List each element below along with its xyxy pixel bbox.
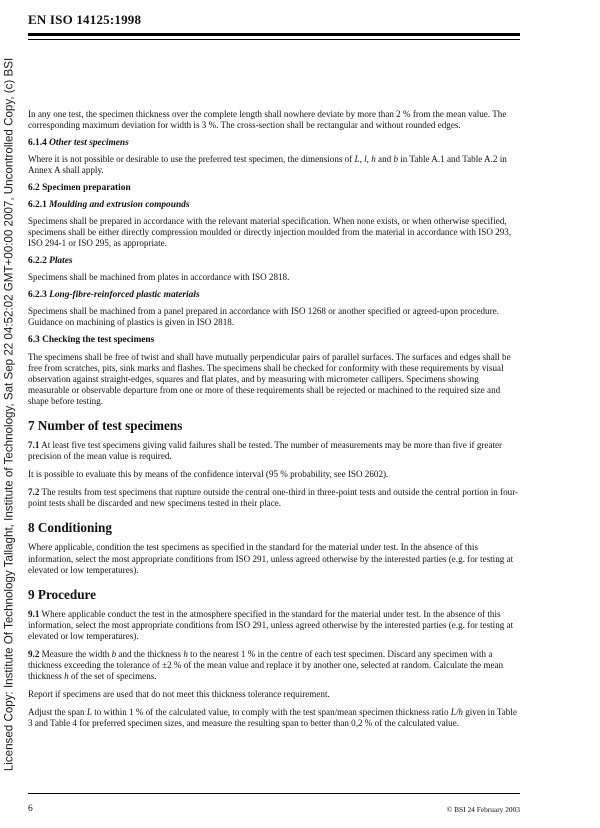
page-number: 6 [28, 804, 33, 814]
heading-6-3: 6.3 Checking the test specimens [28, 335, 155, 346]
text-run: and the thickness [116, 649, 184, 659]
symbol-h: h [64, 671, 69, 682]
text-run: Where applicable conduct the test in the atmosphere specified in the standard for the material under test. In the absence of this information, select the most appropriate conditions from ISO 291, unless agreed otherwise by the interested parties (e.g. for testing at elevated or low temperatures). [28, 608, 514, 641]
heading-6-2-1 [28, 200, 520, 211]
text-run: The results from test specimens that rupture outside the central one-third in three-point tests and outside the central portion in four-point tests shall be discarded and new specimens tested in their place. [28, 487, 519, 509]
section-title: Long-fibre-reinforced plastic materials [49, 290, 200, 301]
symbol-b: b [111, 649, 117, 659]
text-run: in Table A.1 and Table A.2 in Annex A shall apply. [28, 154, 507, 176]
heading-6-2-2 [28, 256, 520, 267]
footer-rule [28, 793, 520, 794]
copyright-notice: © BSI 24 February 2003 [446, 805, 520, 814]
section-number: 6.1.4 [28, 138, 47, 149]
section-number: 6.2.1 [28, 199, 47, 210]
clause-number: 7.1 [28, 439, 40, 450]
section-title: Moulding and extrusion compounds [49, 199, 190, 210]
paragraph-plates: Specimens shall be machined from plates in accordance with ISO 2818. [28, 272, 290, 283]
symbol-L: L [86, 707, 92, 718]
text-run: to the nearest 1 % in the centre of each test specimen. Discard any specimen with a thickness exceeding the tolerance of ±2 % of the mean value and replace it by another one, selected at random. Calculate the mean thickness [28, 649, 504, 682]
clause-number: 9.1 [28, 608, 40, 619]
heading-7: 7 Number of test specimens [28, 417, 183, 433]
page-body [28, 109, 520, 737]
paragraph-other-specimens [28, 154, 520, 176]
text-run: Where it is not possible or desirable to use the preferred test specimen, the dimensions of [28, 154, 355, 165]
text-run: At least five test specimens giving valid failures shall be tested. The number of measurements may be more than five if greater precision of the mean value is required. [28, 439, 503, 462]
clause-number: 9.2 [28, 649, 40, 659]
paragraph-confidence: It is possible to evaluate this by means of the confidence interval (95 % probability, see ISO 2602). [28, 469, 389, 480]
paragraph-adjust-span [28, 707, 520, 729]
document-id: EN ISO 14125:1998 [28, 12, 142, 27]
paragraph-7-2 [28, 487, 520, 509]
section-number: 6.2.3 [28, 290, 47, 301]
text-run: given in Table 3 and Table 4 for preferred specimen sizes, and measure the resulting span to better than 0,2 % of the calculated value. [28, 707, 517, 729]
text-run: of the set of specimens. [68, 671, 157, 682]
symbol-L: L [354, 154, 360, 165]
paragraph-report: Report if specimens are used that do not meet this thickness tolerance requirement. [28, 689, 330, 700]
license-watermark: Licensed Copy: Institute Of Technology Tallaght, Institute of Technology, Sat Sep 22 04:52:02 GMT+00:00 2007, Uncontrolled Copy, (c) BSI [2, 57, 16, 772]
symbol-l: l [364, 154, 367, 165]
symbol-b: b [393, 154, 398, 165]
symbol-h: h [371, 154, 376, 165]
text-run: , [366, 154, 372, 165]
paragraph-moulding: Specimens shall be prepared in accordance with the relevant material specification. When none exists, or when otherwise specified, specimens shall be either directly compression moulded or directly injection moulded from the material in accordance with ISO 293, ISO 294-1 or ISO 295, as appropriate. [28, 215, 512, 248]
symbol-h: h [183, 649, 188, 659]
paragraph-7-1 [28, 440, 520, 462]
text-run: , [359, 154, 365, 165]
section-number: 6.2.2 [28, 255, 47, 266]
text-run: and [375, 154, 394, 165]
paragraph-checking: The specimens shall be free of twist and shall have mutually perpendicular pairs of parallel surfaces. The surfaces and edges shall be free from scratches, pits, sink marks and flashes. The specimens shall be checked for conformity with these requirements by visual observation against straight-edges, squares and flat plates, and by measuring with micrometer callipers. Specimens showing measurable or observable departure from one or more of these requirements shall be rejected or machined to the required size and shape before testing. [28, 351, 511, 406]
text-run: to within 1 % of the calculated value, to comply with the test span/mean specimen thickness ratio [91, 707, 451, 718]
section-title: Other test specimens [49, 138, 129, 149]
paragraph-9-2 [28, 649, 520, 682]
header-rule-thin [28, 39, 520, 40]
clause-number: 7.2 [28, 487, 40, 498]
symbol-L-over-h: L/h [450, 707, 463, 718]
paragraph-long-fibre: Specimens shall be machined from a panel prepared in accordance with ISO 1268 or another specified or agreed-upon procedure. Guidance on machining of plastics is given in ISO 2818. [28, 306, 499, 328]
heading-6-1-4 [28, 138, 520, 149]
header-rule [28, 33, 520, 36]
heading-6-2: 6.2 Specimen preparation [28, 183, 131, 194]
section-title: Plates [49, 255, 73, 266]
paragraph-9-1 [28, 609, 520, 642]
heading-9: 9 Procedure [28, 586, 96, 602]
heading-8: 8 Conditioning [28, 520, 112, 536]
text-run: Measure the width [39, 649, 112, 659]
paragraph-specimen-thickness: In any one test, the specimen thickness over the complete length shall nowhere deviate by more than 2 % from the mean value. The corresponding maximum deviation for width is 3 %. The cross-section shall be rectangular and without rounded edges. [28, 109, 507, 131]
text-run: Adjust the span [28, 707, 87, 718]
heading-6-2-3 [28, 290, 520, 301]
paragraph-conditioning: Where applicable, condition the test specimens as specified in the standard for the material under test. In the absence of this information, select the most appropriate conditions from ISO 291, unless agreed otherwise by the interested parties (e.g. for testing at elevated or low temperatures). [28, 542, 514, 575]
